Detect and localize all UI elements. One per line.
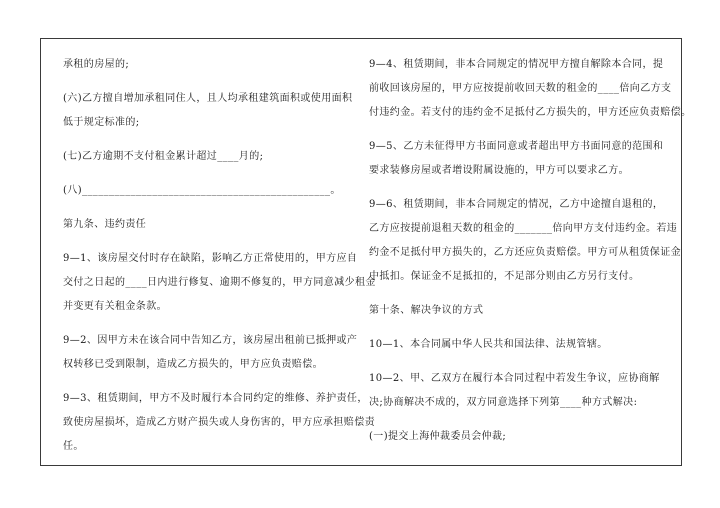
text-line: 前收回该房屋的，甲方应按提前收回天数的租金的____倍向乙方支 (369, 83, 672, 94)
paragraph-gap (369, 183, 659, 193)
text-line: (一)提交上海仲裁委员会仲裁; (369, 431, 507, 442)
text-line: 9—1、该房屋交付时存在缺陷，影响乙方正常使用的，甲方应自 (63, 253, 358, 264)
text-line: (六)乙方擅自增加承租同住人，且人均承租建筑面积或使用面积 (63, 93, 353, 104)
text-line: 9—3、租赁期间，甲方不及时履行本合同约定的维修、养护责任， (63, 393, 368, 404)
text-line: (七)乙方逾期不支付租金累计超过____月的; (63, 151, 264, 162)
text-line: 致使房屋损坏，造成乙方财产损失或人身伤害的，甲方应承担赔偿责 (63, 417, 375, 428)
text-line: 承租的房屋的; (63, 59, 130, 70)
text-line: 第十条、解决争议的方式 (369, 305, 484, 316)
text-line: 9—6、租赁期间，非本合同规定的情况，乙方中途擅自退租的， (369, 199, 664, 210)
paragraph-gap (63, 135, 353, 145)
text-line: 低于规定标准的; (63, 117, 140, 128)
text-line: 付违约金。若支付的违约金不足抵付乙方损失的，甲方还应负责赔偿。 (369, 107, 692, 118)
paragraph-gap (369, 323, 659, 333)
text-line: 乙方应按提前退租天数的租金的_______倍向甲方支付违约金。若违 (369, 223, 678, 234)
text-line: 约金不足抵付甲方损失的，乙方还应负责赔偿。甲方可从租赁保证金 (369, 247, 681, 258)
text-line: 决;协商解决不成的，双方同意选择下列第____种方式解决: (369, 397, 638, 408)
text-line: 交付之日起的____日内进行修复、逾期不修复的，甲方同意减少租金 (63, 277, 376, 288)
left-column (63, 53, 376, 459)
paragraph-gap (63, 319, 353, 329)
paragraph-gap (369, 289, 659, 299)
paragraph-gap (63, 169, 353, 179)
paragraph-gap (369, 415, 659, 425)
text-line: 权转移已受到限制，造成乙方损失的，甲方应负责赔偿。 (63, 359, 323, 370)
text-line: 任。 (63, 441, 84, 452)
document-page (40, 38, 692, 466)
text-line: 10—1、本合同属中华人民共和国法律、法规管辖。 (369, 339, 608, 350)
right-column (369, 53, 692, 449)
text-line: 要求装修房屋或者增设附属设施的，甲方可以要求乙方。 (369, 165, 629, 176)
paragraph-gap (63, 203, 353, 213)
paragraph-gap (63, 77, 353, 87)
text-line: 9—4、租赁期间，非本合同规定的情况甲方擅自解除本合同，提 (369, 59, 664, 70)
paragraph-gap (63, 377, 353, 387)
text-line: (八)______________________________________________。 (63, 185, 341, 196)
text-line: 9—5、乙方未征得甲方书面同意或者超出甲方书面同意的范围和 (369, 141, 664, 152)
text-line: 9—2、因甲方未在该合同中告知乙方，该房屋出租前已抵押或产 (63, 335, 358, 346)
paragraph-gap (63, 237, 353, 247)
text-line: 10—2、甲、乙双方在履行本合同过程中若发生争议，应协商解 (369, 373, 660, 384)
paragraph-gap (369, 125, 659, 135)
text-line: 中抵扣。保证金不足抵扣的，不足部分则由乙方另行支付。 (369, 271, 640, 282)
paragraph-gap (369, 357, 659, 367)
text-line: 第九条、违约责任 (63, 219, 147, 230)
text-line: 并变更有关租金条款。 (63, 301, 167, 312)
